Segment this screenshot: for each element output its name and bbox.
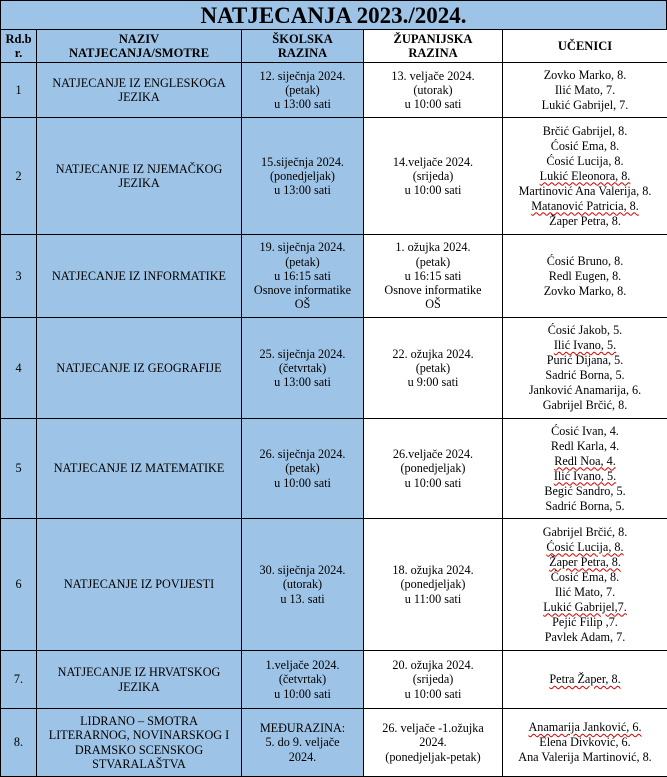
student-line: Ćosić Jakob, 5. <box>504 323 666 338</box>
students-list <box>503 519 667 651</box>
competition-name: LIDRANO – SMOTRA LITERARNOG, NOVINARSKOG I DRAMSKO SCENSKOG STVARALAŠTVA <box>37 709 242 777</box>
student-line: Ćosić Bruno, 8. <box>504 254 666 269</box>
students-list <box>503 118 667 235</box>
table-row <box>1 63 667 118</box>
county-level-line: (srijeda) <box>365 672 501 686</box>
school-level-line: u 13. sati <box>243 592 362 606</box>
students-list <box>503 63 667 118</box>
school-level-line: OŠ <box>243 297 362 311</box>
student-line: Ilić Mato, 7. <box>504 83 666 98</box>
county-level-line: (ponedjeljak) <box>365 577 501 591</box>
student-line: Lukić Gabrijel, 7. <box>504 98 666 113</box>
school-level-line: (petak) <box>243 83 362 97</box>
student-line: Žaper Petra, 8. <box>504 214 666 229</box>
county-level-line: (ponedjeljak) <box>365 461 501 475</box>
school-level-date <box>242 318 364 419</box>
student-line: Janković Anamarija, 6. <box>504 383 666 398</box>
student-line: Ilić Mato, 7. <box>504 585 666 600</box>
table-row <box>1 318 667 419</box>
page-title: NATJECANJA 2023./2024. <box>0 0 667 29</box>
county-level-line: (petak) <box>365 361 501 375</box>
table-row <box>1 118 667 235</box>
school-level-date <box>242 235 364 318</box>
student-line: Zovko Marko, 8. <box>504 68 666 83</box>
student-line: Petra Žaper, 8. <box>504 672 666 687</box>
student-line: Ilić Ivano, 5. <box>504 469 666 484</box>
row-number: 3 <box>1 235 37 318</box>
school-level-line: 19. siječnja 2024. <box>243 240 362 254</box>
students-list <box>503 235 667 318</box>
student-line: Gabrijel Brčić, 8. <box>504 525 666 540</box>
school-level-line: 26. siječnja 2024. <box>243 447 362 461</box>
student-line: Lukić Gabrijel,7. <box>504 600 666 615</box>
student-line: Gabrijel Brčić, 8. <box>504 398 666 413</box>
competition-name: NATJECANJE IZ POVIJESTI <box>37 519 242 651</box>
school-level-line: (četvrtak) <box>243 361 362 375</box>
school-level-line: (petak) <box>243 461 362 475</box>
student-line: Purić Dijana, 5. <box>504 353 666 368</box>
student-line: Anamarija Janković, 6. <box>504 720 666 735</box>
county-level-line: u 10:00 sati <box>365 687 501 701</box>
school-level-line: 5. do 9. veljače <box>243 735 362 749</box>
county-level-line: OŠ <box>365 297 501 311</box>
county-level-line: Osnove informatike <box>365 283 501 297</box>
header-ucenici: UČENICI <box>503 30 667 63</box>
student-line: Begić Sandro, 5. <box>504 484 666 499</box>
row-number: 6 <box>1 519 37 651</box>
school-level-line: 12. siječnja 2024. <box>243 69 362 83</box>
row-number: 1 <box>1 63 37 118</box>
county-level-line: (utorak) <box>365 83 501 97</box>
student-line: Redl Noa, 4. <box>504 454 666 469</box>
competitions-table <box>0 29 667 777</box>
school-level-date <box>242 709 364 777</box>
student-line: Ćosić Ivan, 4. <box>504 424 666 439</box>
competition-name: NATJECANJE IZ INFORMATIKE <box>37 235 242 318</box>
table-row <box>1 235 667 318</box>
county-level-line: u 10:00 sati <box>365 97 501 111</box>
county-level-line: 22. ožujka 2024. <box>365 347 501 361</box>
row-number: 8. <box>1 709 37 777</box>
school-level-line: u 10:00 sati <box>243 476 362 490</box>
county-level-line: 20. ožujka 2024. <box>365 658 501 672</box>
county-level-line: u 16:15 sati <box>365 269 501 283</box>
competition-name: NATJECANJE IZ NJEMAČKOG JEZIKA <box>37 118 242 235</box>
table-row <box>1 651 667 709</box>
table-row <box>1 709 667 777</box>
student-line: Ćosić Lucija, 8. <box>504 540 666 555</box>
county-level-date <box>364 519 503 651</box>
competition-name: NATJECANJE IZ GEOGRAFIJE <box>37 318 242 419</box>
student-line: Sadrić Borna, 5. <box>504 499 666 514</box>
students-list <box>503 651 667 709</box>
school-level-line: (petak) <box>243 255 362 269</box>
student-line: Redl Eugen, 8. <box>504 269 666 284</box>
row-number: 2 <box>1 118 37 235</box>
table-body <box>1 63 667 777</box>
school-level-line: 25. siječnja 2024. <box>243 347 362 361</box>
student-line: Matanović Patricia, 8. <box>504 199 666 214</box>
student-line: Ćosić Lucija, 8. <box>504 154 666 169</box>
student-line: Elena Divković, 6. <box>504 735 666 750</box>
school-level-line: (utorak) <box>243 577 362 591</box>
students-list <box>503 318 667 419</box>
school-level-date <box>242 118 364 235</box>
row-number: 4 <box>1 318 37 419</box>
county-level-date <box>364 63 503 118</box>
school-level-line: u 13:00 sati <box>243 183 362 197</box>
county-level-line: 26. veljače -1.ožujka <box>365 721 501 735</box>
county-level-line: u 11:00 sati <box>365 592 501 606</box>
school-level-line: MEĐURAZINA: <box>243 721 362 735</box>
header-row <box>1 30 667 63</box>
county-level-line: u 9:00 sati <box>365 375 501 389</box>
county-level-line: u 10:00 sati <box>365 183 501 197</box>
row-number: 5 <box>1 419 37 519</box>
table-row <box>1 519 667 651</box>
school-level-date <box>242 63 364 118</box>
school-level-line: 1.veljače 2024. <box>243 658 362 672</box>
header-rb: Rd.b r. <box>1 30 37 63</box>
county-level-line: 1. ožujka 2024. <box>365 240 501 254</box>
county-level-line: 13. veljače 2024. <box>365 69 501 83</box>
county-level-line: (ponedjeljak-petak) <box>365 750 501 764</box>
header-naziv: NAZIV NATJECANJA/SMOTRE <box>37 30 242 63</box>
student-line: Ćosić Ema, 8. <box>504 570 666 585</box>
county-level-date <box>364 318 503 419</box>
county-level-line: (petak) <box>365 255 501 269</box>
student-line: Ćosić Ema, 8. <box>504 139 666 154</box>
student-line: Zovko Marko, 8. <box>504 284 666 299</box>
students-list <box>503 419 667 519</box>
row-number: 7. <box>1 651 37 709</box>
student-line: Redl Karla, 4. <box>504 439 666 454</box>
county-level-line: 26.veljače 2024. <box>365 447 501 461</box>
competition-name: NATJECANJE IZ MATEMATIKE <box>37 419 242 519</box>
student-line: Sadrić Borna, 5. <box>504 368 666 383</box>
school-level-line: Osnove informatike <box>243 283 362 297</box>
student-line: Brčić Gabrijel, 8. <box>504 124 666 139</box>
county-level-date <box>364 235 503 318</box>
student-line: Martinović Ana Valerija, 8. <box>504 184 666 199</box>
school-level-date <box>242 419 364 519</box>
county-level-line: u 10:00 sati <box>365 476 501 490</box>
county-level-date <box>364 419 503 519</box>
county-level-line: 18. ožujka 2024. <box>365 563 501 577</box>
county-level-line: 2024. <box>365 735 501 749</box>
competition-name: NATJECANJE IZ ENGLESKOGA JEZIKA <box>37 63 242 118</box>
school-level-line: 15.siječnja 2024. <box>243 155 362 169</box>
school-level-line: u 13:00 sati <box>243 375 362 389</box>
table-row <box>1 419 667 519</box>
student-line: Žaper Petra, 8. <box>504 555 666 570</box>
school-level-line: 30. siječnja 2024. <box>243 563 362 577</box>
county-level-date <box>364 118 503 235</box>
county-level-line: 14.veljače 2024. <box>365 155 501 169</box>
school-level-line: u 13:00 sati <box>243 97 362 111</box>
school-level-date <box>242 651 364 709</box>
student-line: Lukić Eleonora, 8. <box>504 169 666 184</box>
school-level-line: (četvrtak) <box>243 672 362 686</box>
header-zupanijska: ŽUPANIJSKA RAZINA <box>364 30 503 63</box>
student-line: Ilić Ivano, 5. <box>504 338 666 353</box>
competition-name: NATJECANJE IZ HRVATSKOG JEZIKA <box>37 651 242 709</box>
county-level-line: (srijeda) <box>365 169 501 183</box>
school-level-line: u 16:15 sati <box>243 269 362 283</box>
county-level-date <box>364 709 503 777</box>
school-level-line: 2024. <box>243 750 362 764</box>
student-line: Pejić Filip ,7. <box>504 615 666 630</box>
school-level-line: u 10:00 sati <box>243 687 362 701</box>
student-line: Pavlek Adam, 7. <box>504 630 666 645</box>
school-level-line: (ponedjeljak) <box>243 169 362 183</box>
county-level-date <box>364 651 503 709</box>
student-line: Ana Valerija Martinović, 8. <box>504 750 666 765</box>
students-list <box>503 709 667 777</box>
header-skolska: ŠKOLSKA RAZINA <box>242 30 364 63</box>
school-level-date <box>242 519 364 651</box>
